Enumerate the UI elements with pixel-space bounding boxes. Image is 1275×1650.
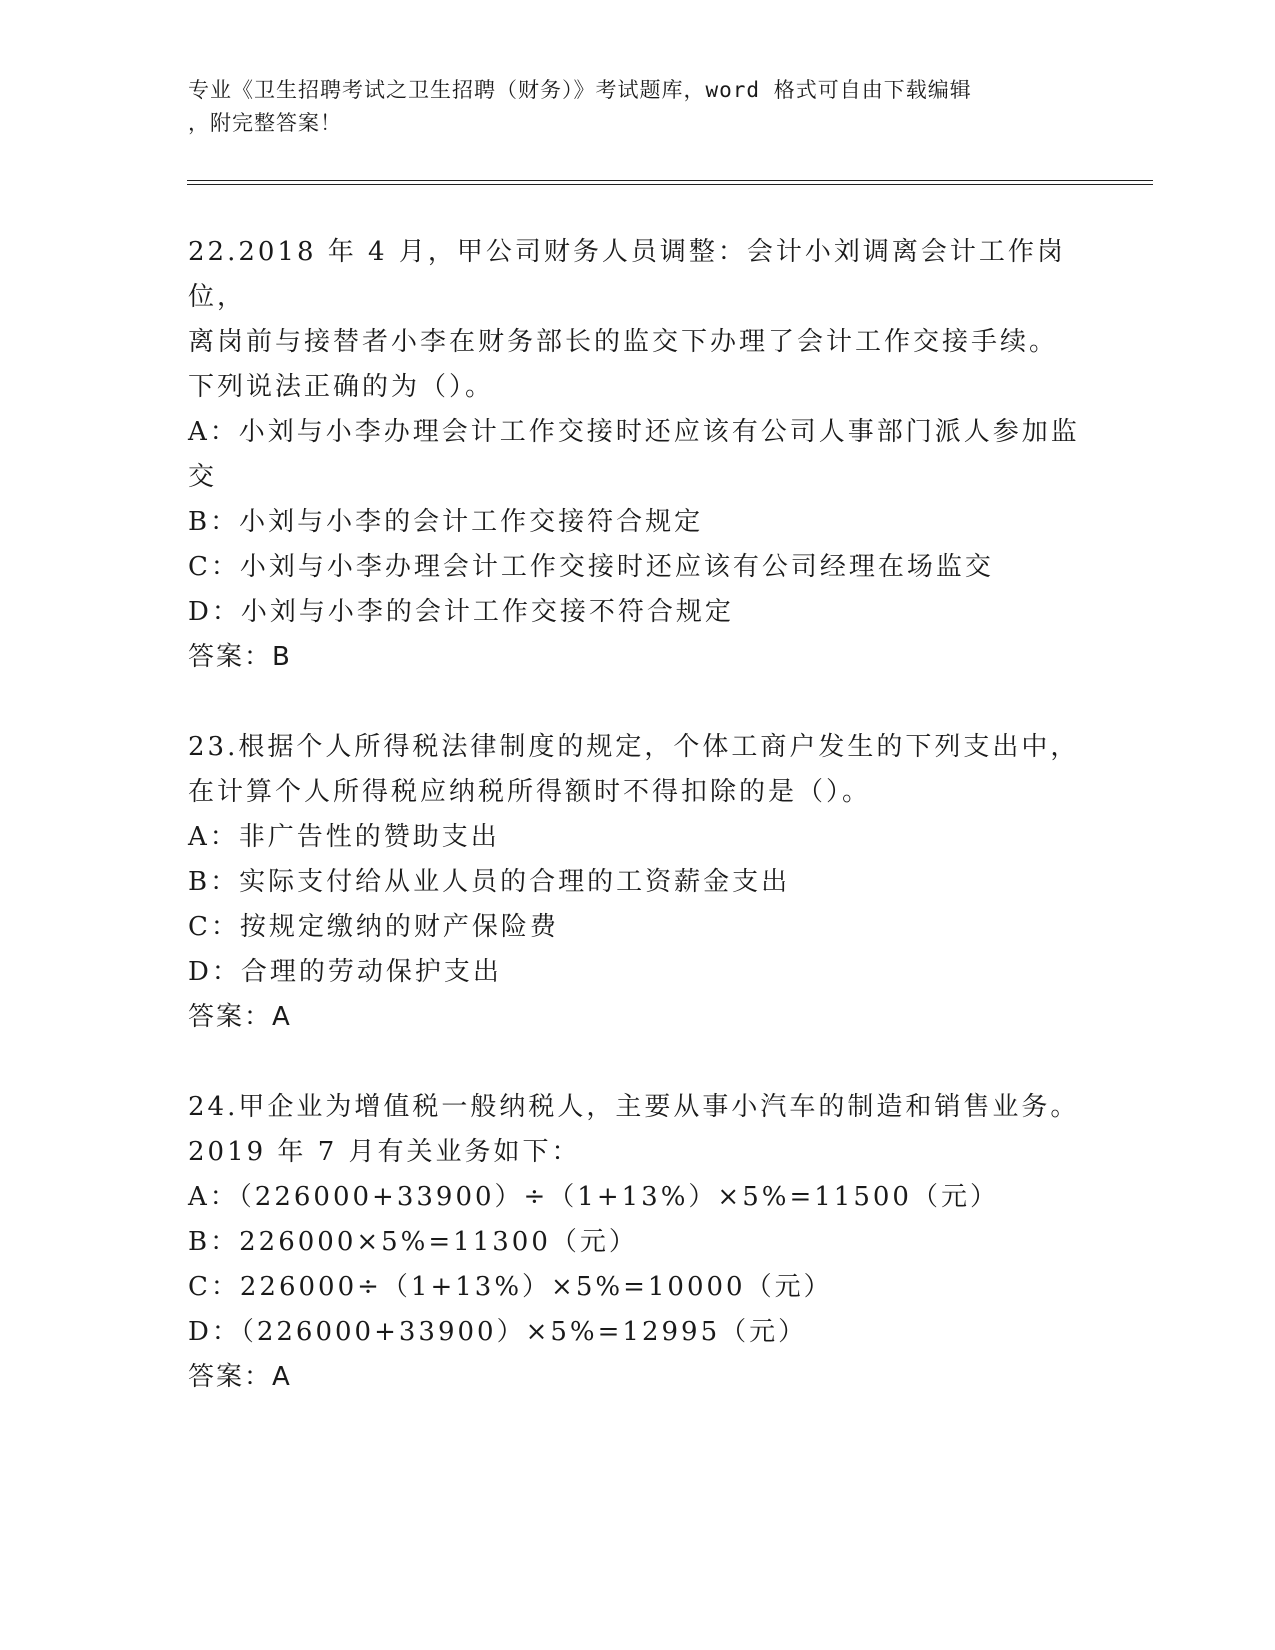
question-stem-line: 在计算个人所得税应纳税所得额时不得扣除的是（）。	[188, 777, 872, 807]
option-c: C：226000÷（1+13%）×5%=10000（元）	[188, 1272, 833, 1302]
answer-line: 答案：A	[188, 1002, 292, 1032]
question-stem-line: 下列说法正确的为（）。	[188, 372, 495, 402]
question-list	[188, 230, 1088, 1445]
option-a-continued: 交	[188, 462, 218, 492]
header-line-1: 专业《卫生招聘考试之卫生招聘（财务）》考试题库，word 格式可自由下载编辑	[188, 78, 972, 102]
question-stem-line: 离岗前与接替者小李在财务部长的监交下办理了会计工作交接手续。	[188, 327, 1059, 357]
question-stem-line: 23.根据个人所得税法律制度的规定，个体工商户发生的下列支出中，	[188, 732, 1080, 762]
answer-line: 答案：B	[188, 642, 292, 672]
question-stem-line: 22.2018 年 4 月，甲公司财务人员调整：会计小刘调离会计工作岗位，	[188, 237, 1066, 312]
header-line-2: ，附完整答案！	[188, 111, 342, 135]
question-stem-line: 2019 年 7 月有关业务如下：	[188, 1137, 581, 1167]
option-a: A：小刘与小李办理会计工作交接时还应该有公司人事部门派人参加监	[188, 417, 1080, 447]
question-22	[188, 230, 1088, 680]
answer-line: 答案：A	[188, 1362, 292, 1392]
option-c: C：按规定缴纳的财产保险费	[188, 912, 559, 942]
header-divider-bottom	[187, 184, 1153, 185]
question-24	[188, 1085, 1088, 1400]
option-d: D：合理的劳动保护支出	[188, 957, 502, 987]
document-header	[188, 74, 1088, 140]
option-b: B：小刘与小李的会计工作交接符合规定	[188, 507, 704, 537]
option-d: D：（226000+33900）×5%=12995（元）	[188, 1317, 808, 1347]
option-c: C：小刘与小李办理会计工作交接时还应该有公司经理在场监交	[188, 552, 994, 582]
option-b: B：实际支付给从业人员的合理的工资薪金支出	[188, 867, 791, 897]
question-23	[188, 725, 1088, 1040]
option-a: A：非广告性的赞助支出	[188, 822, 500, 852]
option-d: D：小刘与小李的会计工作交接不符合规定	[188, 597, 734, 627]
question-stem-line: 24.甲企业为增值税一般纳税人，主要从事小汽车的制造和销售业务。	[188, 1092, 1080, 1122]
option-a: A：（226000+33900）÷（1+13%）×5%=11500（元）	[188, 1182, 999, 1212]
header-divider-top	[187, 180, 1153, 181]
option-b: B：226000×5%=11300（元）	[188, 1227, 638, 1257]
